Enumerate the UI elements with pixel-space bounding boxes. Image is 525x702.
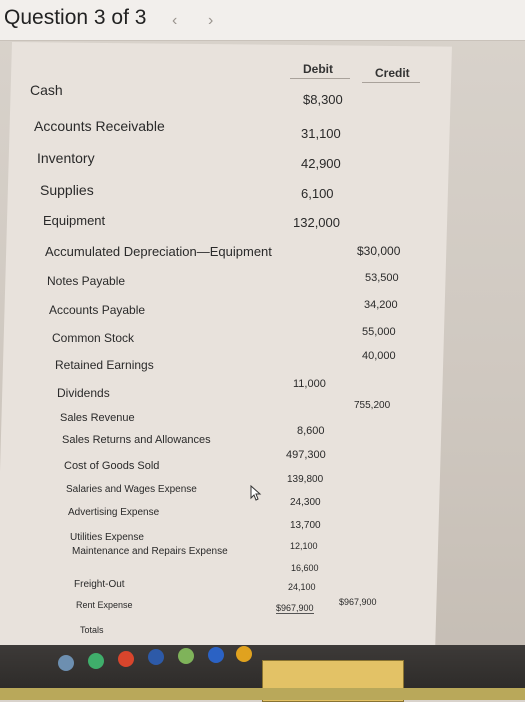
account-name: Supplies	[40, 182, 94, 198]
account-name: Dividends	[57, 386, 110, 400]
debit-amount: $967,900	[276, 603, 314, 613]
credit-amount: 34,200	[364, 299, 398, 311]
account-name: Inventory	[37, 150, 95, 166]
debit-amount: 24,300	[290, 497, 321, 508]
account-name: Sales Revenue	[60, 412, 135, 424]
app-icon[interactable]	[178, 648, 194, 664]
credit-amount: $30,000	[357, 244, 401, 258]
account-name: Cash	[30, 82, 63, 98]
debit-amount: 16,600	[291, 563, 319, 573]
account-name: Accumulated Depreciation—Equipment	[45, 244, 272, 259]
credit-header-rule	[362, 82, 420, 83]
account-name: Utilities Expense	[70, 532, 144, 543]
account-name: Sales Returns and Allowances	[62, 434, 211, 446]
column-header-credit: Credit	[375, 66, 410, 80]
app-icon[interactable]	[236, 646, 252, 662]
account-name: Maintenance and Repairs Expense	[72, 546, 228, 557]
question-header	[0, 0, 525, 41]
account-name: Rent Expense	[76, 600, 133, 610]
debit-amount: 13,700	[290, 520, 321, 531]
app-icon[interactable]	[118, 651, 134, 667]
account-name: Salaries and Wages Expense	[66, 484, 197, 495]
credit-amount: $967,900	[339, 597, 377, 607]
debit-amount: 8,600	[297, 425, 325, 437]
credit-amount: 755,200	[354, 400, 391, 411]
debit-amount: $8,300	[303, 92, 343, 107]
account-name: Common Stock	[52, 331, 135, 345]
debit-amount: 12,100	[290, 541, 318, 551]
debit-amount: 11,000	[293, 378, 326, 390]
debit-amount: 31,100	[301, 126, 341, 141]
account-name: Advertising Expense	[68, 507, 160, 518]
debit-amount: 132,000	[293, 215, 340, 230]
credit-amount: 40,000	[362, 350, 396, 362]
debit-amount: 139,800	[287, 474, 324, 485]
account-name: Equipment	[43, 213, 106, 228]
account-name: Freight-Out	[74, 579, 125, 590]
app-icon[interactable]	[88, 653, 104, 669]
credit-amount: 55,000	[362, 326, 396, 338]
chevron-left-icon[interactable]: ‹	[172, 12, 178, 29]
debit-amount: 42,900	[301, 156, 341, 171]
debit-header-rule	[290, 78, 350, 79]
mouse-cursor-icon	[250, 485, 262, 501]
account-name: Totals	[80, 625, 104, 635]
desk-background	[0, 688, 525, 700]
word-icon[interactable]	[208, 647, 224, 663]
credit-amount: 53,500	[365, 272, 399, 284]
account-name: Accounts Receivable	[34, 118, 165, 134]
question-counter: Question 3 of 3	[4, 6, 147, 29]
debit-amount: 497,300	[286, 449, 326, 461]
app-icon[interactable]	[58, 655, 74, 671]
chevron-right-icon[interactable]: ›	[208, 12, 214, 29]
account-name: Accounts Payable	[49, 303, 146, 317]
account-name: Retained Earnings	[55, 358, 154, 372]
debit-amount: 6,100	[301, 186, 334, 201]
column-header-debit: Debit	[303, 62, 333, 76]
account-name: Notes Payable	[47, 274, 126, 288]
debit-amount: 24,100	[288, 582, 316, 592]
app-icon[interactable]	[148, 649, 164, 665]
account-name: Cost of Goods Sold	[64, 460, 160, 472]
